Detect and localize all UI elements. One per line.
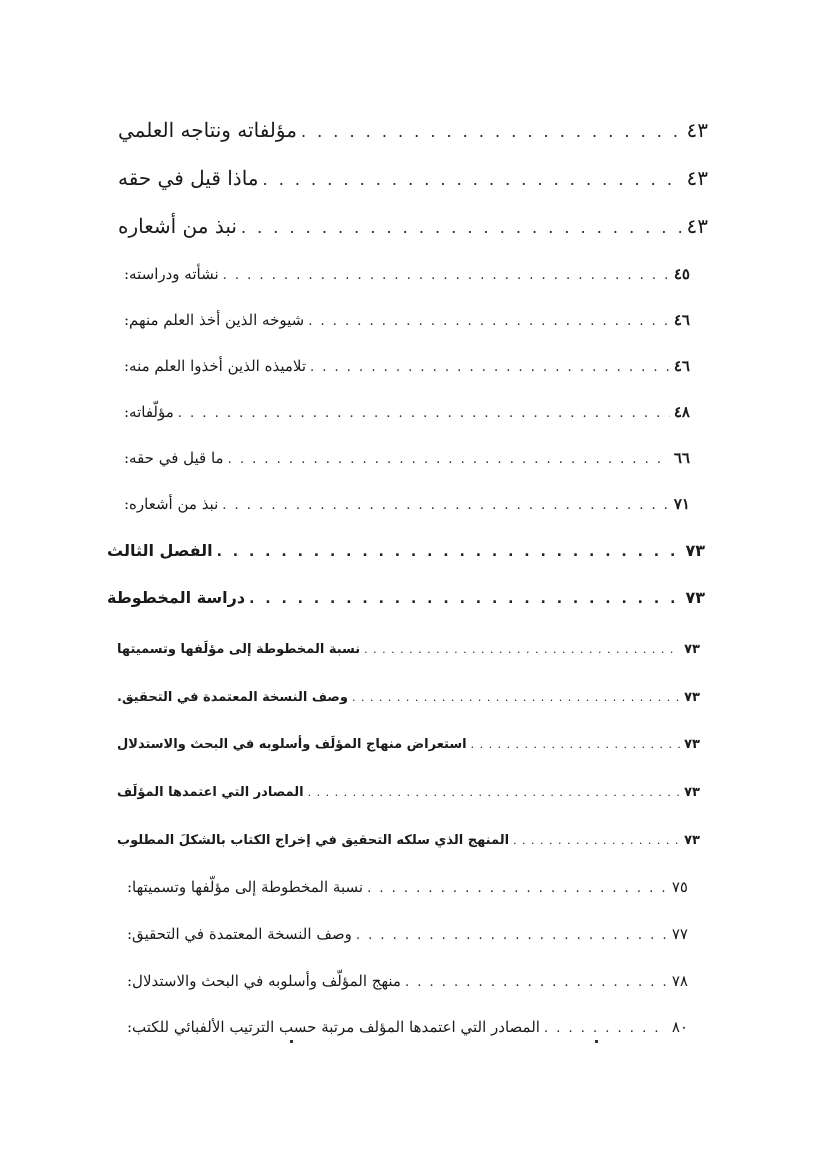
dot-leader xyxy=(223,268,670,283)
dot-leader xyxy=(308,314,670,329)
dot-leader xyxy=(228,452,670,467)
toc-entry xyxy=(127,1018,688,1036)
crop-mark xyxy=(595,1040,598,1043)
toc-entry-page: ٧٣ xyxy=(684,833,700,848)
toc-entry xyxy=(124,311,690,329)
toc-entry-title: مؤلفاته ونتاجه العلمي xyxy=(118,118,297,142)
toc-entry-page: ٧٣ xyxy=(684,785,700,800)
toc-entry-title: ما قيل في حقه: xyxy=(124,449,224,467)
toc-entry xyxy=(118,214,708,238)
dot-leader xyxy=(308,786,681,799)
toc-entry-page: ٧٣ xyxy=(685,588,705,607)
toc-entry-title: استعراض منهاج المؤلَف وأسلوبه في البحث والاستدلال xyxy=(117,737,467,752)
toc-entry-page: ٧٧ xyxy=(671,925,688,943)
toc-entry xyxy=(117,690,700,705)
toc-entry xyxy=(124,449,690,467)
dot-leader xyxy=(217,544,682,560)
dot-leader xyxy=(310,360,670,375)
toc-entry-page: ٤٥ xyxy=(673,265,690,283)
dot-leader xyxy=(178,406,670,421)
toc-entry-page: ٧٣ xyxy=(685,541,705,560)
toc-entry-title: ماذا قيل في حقه xyxy=(118,166,259,190)
toc-entry-page: ٧٥ xyxy=(671,878,688,896)
toc-entry-title: منهج المؤلّف وأسلوبه في البحث والاستدلال: xyxy=(127,972,401,990)
crop-mark xyxy=(290,1040,293,1043)
dot-leader xyxy=(405,975,668,990)
toc-entry-page: ٤٣ xyxy=(686,214,708,238)
toc-entry-title: وصف النسخة المعتمدة في التحقيق: xyxy=(127,925,352,943)
dot-leader xyxy=(249,591,681,607)
toc-entry-title: الفصل الثالث xyxy=(107,541,213,560)
toc-entry-page: ٨٠ xyxy=(671,1018,688,1036)
toc-entry xyxy=(117,737,700,752)
toc-entry xyxy=(118,166,708,190)
toc-entry-title: المصادر التي اعتمدها المؤلَف xyxy=(117,785,304,800)
toc-entry xyxy=(118,118,708,142)
toc-chapter-heading xyxy=(107,588,705,607)
toc-entry xyxy=(127,925,688,943)
dot-leader xyxy=(356,928,668,943)
dot-leader xyxy=(364,643,680,656)
dot-leader xyxy=(544,1021,668,1036)
toc-entry-title: المصادر التي اعتمدها المؤلف مرتبة حسب الترتيب الألفبائي للكتب: xyxy=(127,1018,540,1036)
toc-entry-title: نبذ من أشعاره xyxy=(118,214,237,238)
toc-entry-page: ٤٦ xyxy=(673,311,690,329)
toc-entry-title: نبذ من أشعاره: xyxy=(124,495,219,513)
toc-entry xyxy=(117,642,700,657)
toc-entry xyxy=(117,785,700,800)
toc-entry xyxy=(127,878,688,896)
toc-entry-page: ٤٨ xyxy=(673,403,690,421)
toc-entry xyxy=(124,357,690,375)
dot-leader xyxy=(301,122,683,141)
toc-entry-title: نشأته ودراسته: xyxy=(124,265,219,283)
toc-entry xyxy=(124,495,690,513)
toc-entry xyxy=(127,972,688,990)
toc-entry-title: نسبة المخطوطة إلى مؤلّفها وتسميتها: xyxy=(127,878,364,896)
toc-entry xyxy=(124,265,690,283)
toc-entry-title: المنهج الذي سلكه التحقيق في إخراج الكتاب بالشكلَ المطلوب xyxy=(117,833,510,848)
toc-entry-page: ٧٣ xyxy=(684,737,700,752)
dot-leader xyxy=(513,834,680,847)
toc-entry-title: دراسة المخطوطة xyxy=(107,588,246,607)
toc-entry-page: ٤٣ xyxy=(686,118,708,142)
dot-leader xyxy=(352,691,680,704)
dot-leader xyxy=(241,218,683,237)
dot-leader xyxy=(222,498,670,513)
dot-leader xyxy=(263,170,683,189)
toc-entry-page: ٧٣ xyxy=(684,642,700,657)
toc-entry-title: نسبة المخطوطة إلى مؤلَفها وتسميتها xyxy=(117,642,361,657)
toc-entry-title: وصف النسخة المعتمدة في التحقيق. xyxy=(117,690,348,705)
toc-entry-page: ٤٦ xyxy=(673,357,690,375)
toc-entry xyxy=(124,403,690,421)
toc-entry-title: مؤلّفاته: xyxy=(124,403,174,421)
toc-entry-page: ٦٦ xyxy=(673,449,690,467)
toc-entry-page: ٧١ xyxy=(673,495,690,513)
toc-entry-title: شيوخه الذين أخذ العلم منهم: xyxy=(124,311,305,329)
toc-entry xyxy=(117,833,700,848)
dot-leader xyxy=(367,881,668,896)
toc-entry-title: تلاميذه الذين أخذوا العلم منه: xyxy=(124,357,306,375)
toc-entry-page: ٧٨ xyxy=(671,972,688,990)
toc-entry-page: ٤٣ xyxy=(686,166,708,190)
toc-entry-page: ٧٣ xyxy=(684,690,700,705)
dot-leader xyxy=(471,738,681,751)
toc-chapter-heading xyxy=(107,541,705,560)
